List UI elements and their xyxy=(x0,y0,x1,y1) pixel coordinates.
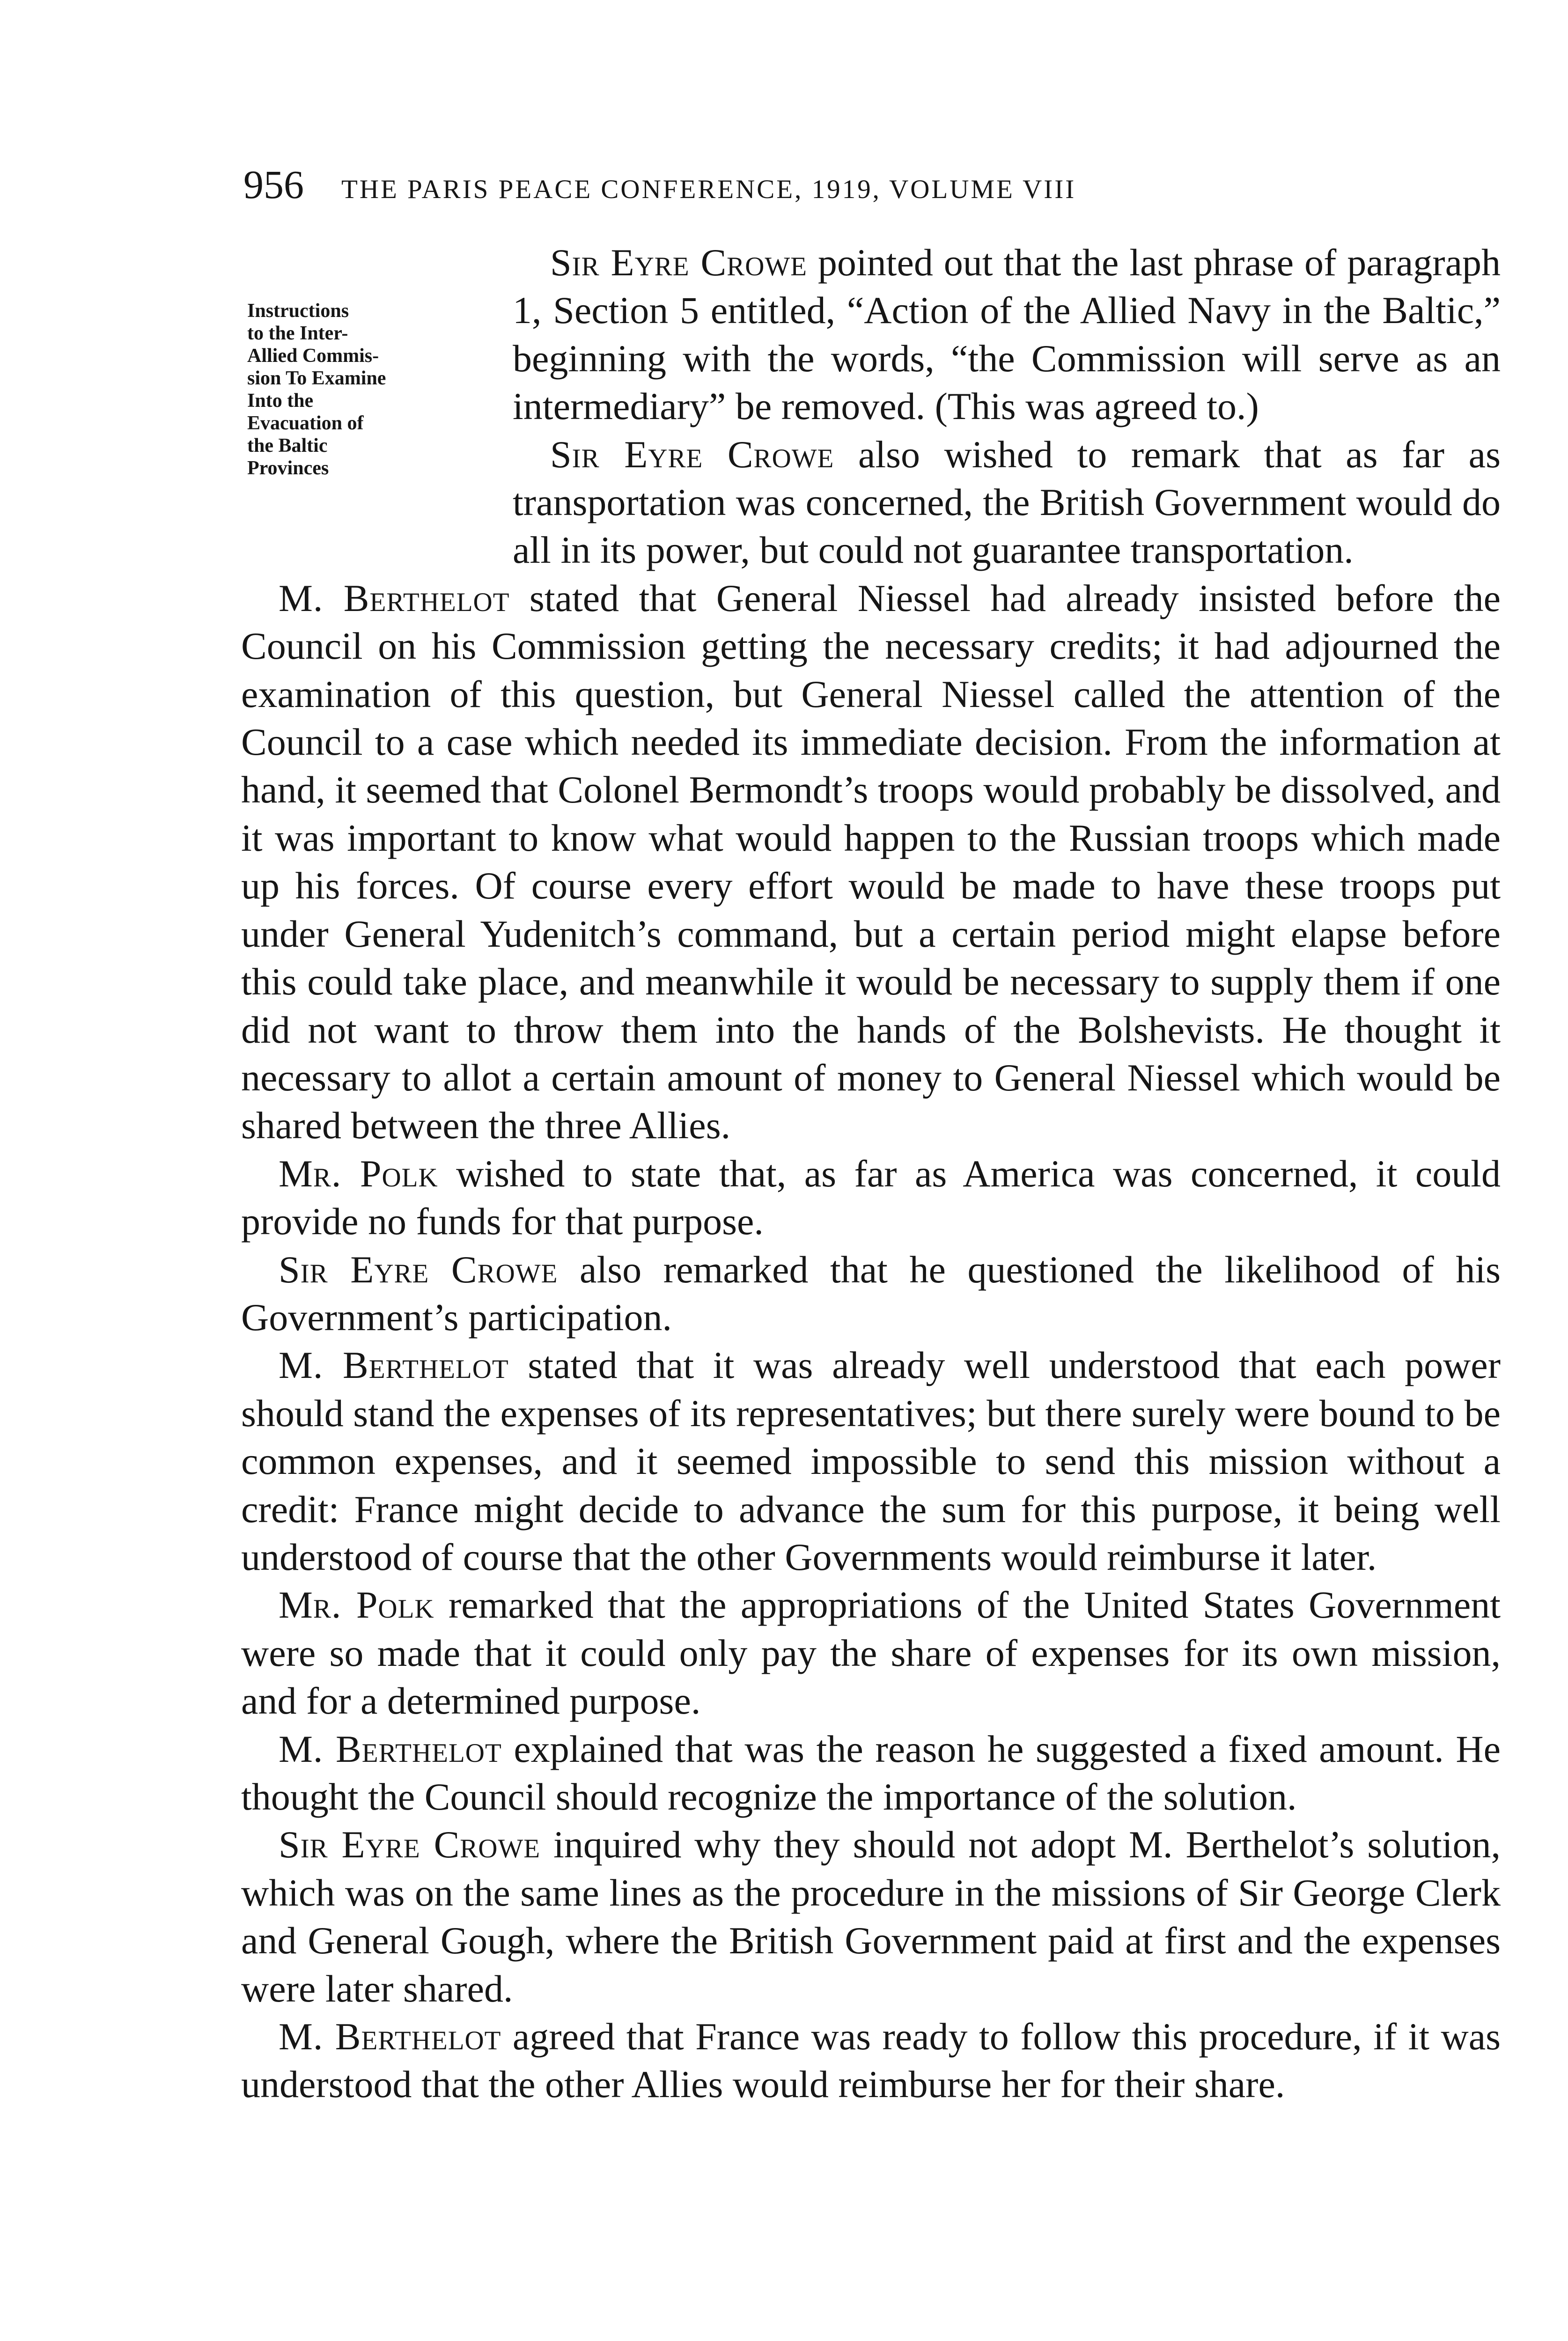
margin-note-space xyxy=(241,239,513,574)
marginal-note-line: Into the xyxy=(247,390,314,412)
page-header xyxy=(243,156,1480,213)
paragraph-text: explained that was the reason he suggested a fixed amount. He thought the Council should recognize the importance of the solution. xyxy=(241,1727,1501,1818)
paragraph-text: stated that General Niessel had already insisted before the Council on his Commission getting the necessary credits; it had adjourned the examination of this question, but General Niessel called the attention of the Council to a case which needed its immediate decision. From the information at hand, it seemed that Colonel Bermondt’s troops would probably be dissolved, and it was important to know what would happen to the Russian troops which made up his forces. Of course every effort would be made to have these troops put under General Yudenitch’s command, but a certain period might elapse before this could take place, and meanwhile it would be necessary to supply them if one did not want to throw them into the hands of the Bolshevists. He thought it necessary to allot a certain amount of money to General Niessel which would be shared between the three Allies. xyxy=(241,576,1501,1147)
paragraph-text: agreed that France was ready to follow this procedure, if it was understood that the other Allies would reimburse her for their share. xyxy=(241,2015,1501,2106)
paragraph-text: wished to state that, as far as America was concerned, it could provide no funds for that purpose. xyxy=(241,1152,1501,1243)
marginal-note-line: sion To Examine xyxy=(247,368,386,389)
speaker-name: Sir Eyre Crowe xyxy=(550,433,834,476)
paragraph xyxy=(241,1821,1501,2013)
paragraph xyxy=(241,1725,1501,1821)
paragraph-text: stated that it was already well understood that each power should stand the expenses of its representatives; but there surely were bound to be common expenses, and it seemed impossible to send this mission without a credit: France might decide to advance the sum for this purpose, it being well understood of course that the other Governments would reimburse it later. xyxy=(241,1344,1501,1578)
speaker-name: M. Berthelot xyxy=(279,1344,509,1387)
running-title: THE PARIS PEACE CONFERENCE, 1919, VOLUME VIII xyxy=(341,175,1076,204)
marginal-note-line: Provinces xyxy=(247,457,329,479)
paragraph-text: pointed out that the last phrase of paragraph 1, Section 5 entitled, “Action of the Allied Navy in the Baltic,” beginning with the words, “the Commission will serve as an intermediary” be removed. (This was agreed to.) xyxy=(513,241,1501,428)
page-number: 956 xyxy=(243,162,304,207)
speaker-name: Sir Eyre Crowe xyxy=(279,1823,541,1866)
body-text xyxy=(241,239,1501,2109)
speaker-name: Sir Eyre Crowe xyxy=(550,241,807,284)
paragraph xyxy=(241,1581,1501,1725)
marginal-note-line: to the Inter- xyxy=(247,323,348,344)
paragraph-text: also wished to remark that as far as transportation was concerned, the British Government would do all in its power, but could not guarantee transportation. xyxy=(513,433,1501,572)
speaker-name: Mr. Polk xyxy=(279,1583,434,1627)
speaker-name: M. Berthelot xyxy=(279,1727,502,1770)
marginal-note-line: Allied Commis- xyxy=(247,345,379,367)
marginal-note-line: Evacuation of xyxy=(247,412,364,434)
speaker-name: Sir Eyre Crowe xyxy=(279,1248,558,1291)
paragraph-text: also remarked that he questioned the likelihood of his Government’s participation. xyxy=(241,1248,1501,1339)
paragraph xyxy=(241,1246,1501,1342)
speaker-name: Mr. Polk xyxy=(279,1152,438,1195)
speaker-name: M. Berthelot xyxy=(279,576,510,619)
marginal-note-line: the Baltic xyxy=(247,435,328,456)
paragraph-text: remarked that the appropriations of the United States Government were so made that it could only pay the share of expenses for its own mission, and for a determined purpose. xyxy=(241,1583,1501,1723)
marginal-note-line: Instructions xyxy=(247,300,349,322)
paragraph xyxy=(241,1150,1501,1246)
paragraph xyxy=(241,2013,1501,2109)
speaker-name: M. Berthelot xyxy=(279,2015,501,2058)
paragraph-text: inquired why they should not adopt M. Berthelot’s solution, which was on the same lines as the procedure in the missions of Sir George Clerk and General Gough, where the British Government paid at first and the expenses were later shared. xyxy=(241,1823,1501,2010)
paragraph xyxy=(241,574,1501,1150)
paragraph xyxy=(241,1341,1501,1581)
